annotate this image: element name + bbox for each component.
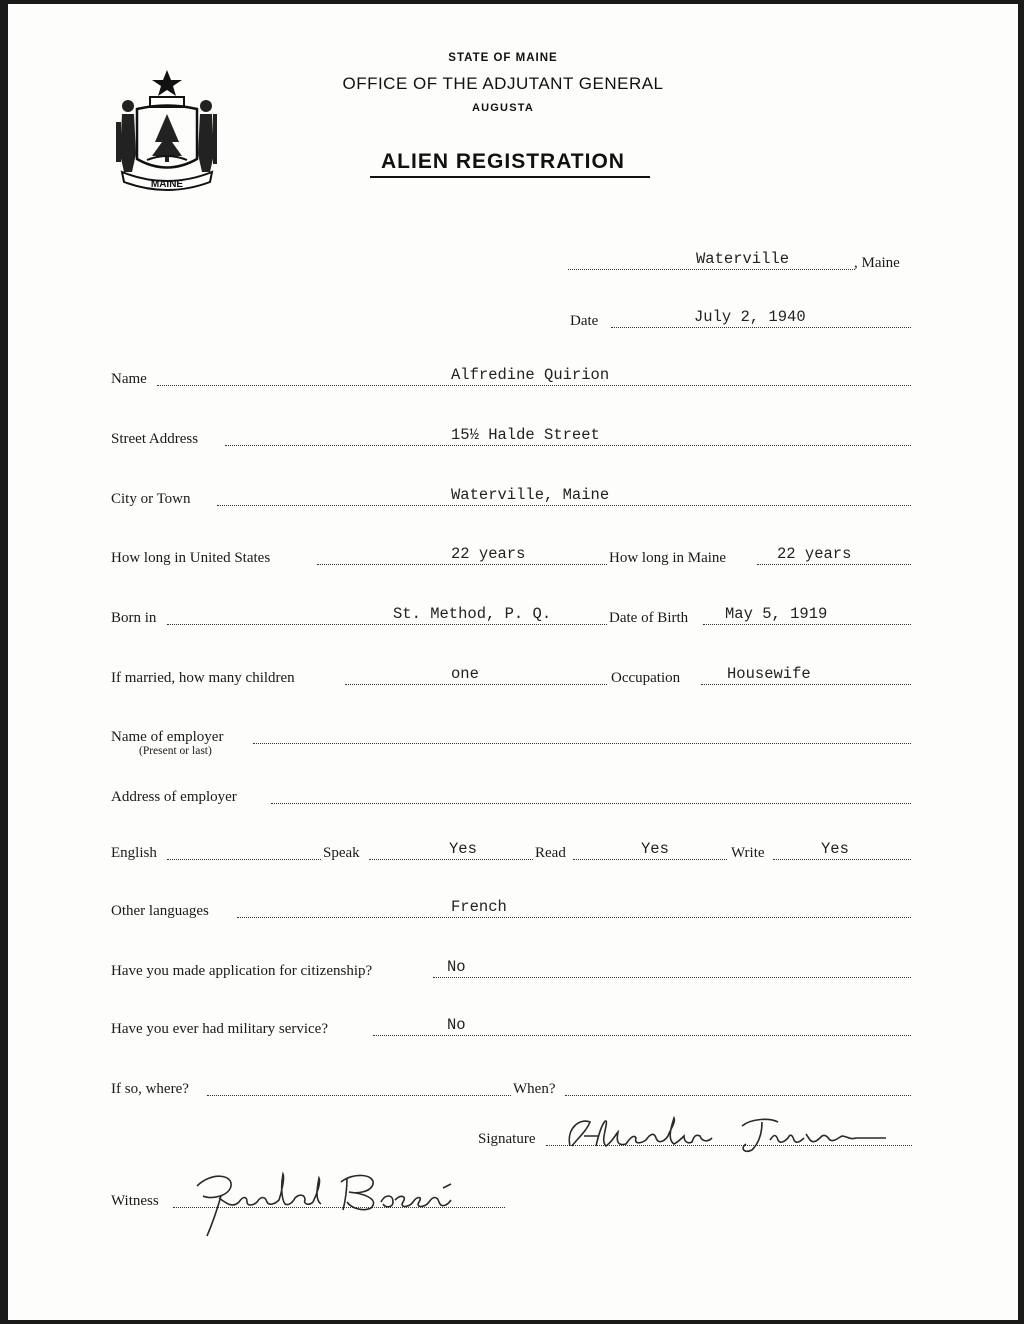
children-value: one	[451, 665, 479, 683]
how-long-us-value: 22 years	[451, 545, 526, 563]
military-value: No	[447, 1016, 466, 1034]
state-heading: STATE OF MAINE	[448, 52, 558, 64]
born-in-value: St. Method, P. Q.	[393, 605, 552, 623]
city-town-value: Waterville, Maine	[451, 486, 610, 504]
children-label: If married, how many children	[111, 670, 295, 686]
signature-handwriting	[556, 1112, 896, 1156]
occupation-value: Housewife	[727, 665, 811, 683]
title-underline	[370, 176, 650, 178]
speak-value: Yes	[449, 840, 477, 858]
where-label: If so, where?	[111, 1081, 189, 1097]
english-label: English	[111, 845, 157, 861]
employer-address-label: Address of employer	[111, 789, 237, 805]
witness-label: Witness	[111, 1193, 159, 1209]
when-label: When?	[513, 1081, 556, 1097]
employer-name-sublabel: (Present or last)	[139, 745, 212, 757]
street-label: Street Address	[111, 431, 199, 447]
write-value: Yes	[821, 840, 849, 858]
read-value: Yes	[641, 840, 669, 858]
signature-label: Signature	[478, 1131, 536, 1147]
name-value: Alfredine Quirion	[451, 366, 610, 384]
other-languages-label: Other languages	[111, 903, 209, 919]
date-value: July 2, 1940	[694, 308, 806, 326]
how-long-maine-label: How long in Maine	[609, 550, 727, 566]
military-label: Have you ever had military service?	[111, 1021, 328, 1037]
employer-name-label: Name of employer	[111, 729, 224, 745]
how-long-maine-value: 22 years	[777, 545, 852, 563]
svg-text:MAINE: MAINE	[150, 179, 184, 190]
dob-label: Date of Birth	[609, 610, 689, 626]
other-languages-value: French	[451, 898, 507, 916]
occupation-label: Occupation	[611, 670, 681, 686]
witness-handwriting	[181, 1164, 471, 1242]
office-heading: OFFICE OF THE ADJUTANT GENERAL	[342, 74, 664, 93]
registration-form	[8, 4, 1018, 1320]
city-town-label: City or Town	[111, 491, 191, 507]
name-label: Name	[111, 371, 147, 387]
dob-value: May 5, 1919	[725, 605, 828, 623]
form-title: ALIEN REGISTRATION	[381, 150, 625, 173]
place-value: Waterville	[696, 250, 790, 268]
citizenship-value: No	[447, 958, 466, 976]
how-long-us-label: How long in United States	[111, 550, 271, 566]
place-suffix: , Maine	[854, 255, 900, 271]
street-value: 15½ Halde Street	[451, 426, 600, 444]
citizenship-label: Have you made application for citizenship?	[111, 963, 373, 979]
write-label: Write	[731, 845, 765, 861]
date-label: Date	[570, 313, 599, 329]
speak-label: Speak	[323, 845, 360, 861]
born-in-label: Born in	[111, 610, 157, 626]
city-heading: AUGUSTA	[472, 102, 534, 114]
read-label: Read	[535, 845, 566, 861]
